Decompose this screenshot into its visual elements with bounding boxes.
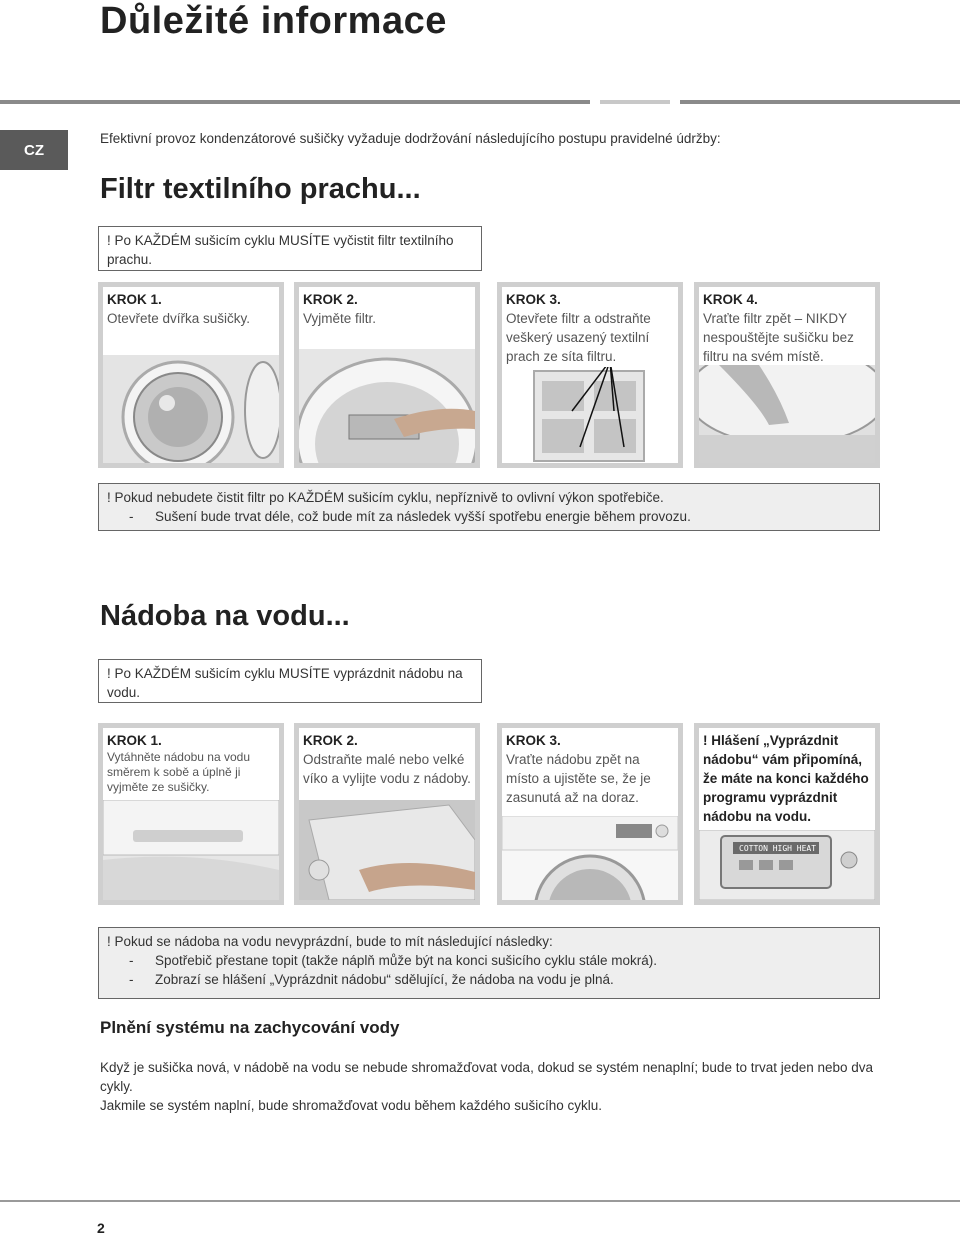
water-step-2-label: KROK 2.	[303, 733, 358, 748]
filter-step-3	[497, 282, 683, 468]
water-step-1-text: Vytáhněte nádobu na vodu směrem k sobě a úplně ji vyjměte ze sušičky.	[107, 750, 251, 794]
filter-info-line2: Sušení bude trvat déle, což bude mít za následek vyšší spotřebu energie během provozu.	[155, 509, 691, 524]
water-info-line2: Spotřebič přestane topit (takže náplň může být na konci sušicího cyklu stále mokrá).	[155, 953, 657, 968]
filter-replace-image	[699, 365, 875, 463]
water-info-box	[98, 927, 880, 999]
water-info-dash-1: -	[129, 953, 134, 968]
empty-container-notice	[694, 723, 880, 905]
water-step-3	[497, 723, 683, 905]
water-step-3-label: KROK 3.	[506, 733, 561, 748]
water-step-1	[98, 723, 284, 905]
water-step-1-label: KROK 1.	[107, 733, 162, 748]
filter-step-1-label: KROK 1.	[107, 292, 162, 307]
water-info-line3: Zobrazí se hlášení „Vyprázdnit nádobu“ sdělující, že nádoba na vodu je plná.	[155, 972, 614, 987]
water-warning-box	[98, 659, 482, 703]
filter-warning-text: ! Po KAŽDÉM sušicím cyklu MUSÍTE vyčistit filtr textilního prachu.	[107, 233, 454, 267]
filter-step-3-text: Otevřete filtr a odstraňte veškerý usazený textilní prach ze síta filtru.	[506, 311, 651, 364]
filter-warning-box	[98, 226, 482, 271]
language-badge: CZ	[0, 130, 68, 170]
intro-text: Efektivní provoz kondenzátorové sušičky vyžaduje dodržování následujícího postupu pravidelné údržby:	[100, 131, 721, 146]
filter-info-line1: ! Pokud nebudete čistit filtr po KAŽDÉM sušicím cyklu, nepříznivě to ovlivní výkon spotřebiče.	[107, 490, 664, 505]
dryer-front-image	[502, 816, 678, 900]
filter-step-4-text: Vraťte filtr zpět – NIKDY nespouštějte sušičku bez filtru na svém místě.	[703, 311, 854, 364]
empty-container-notice-text: ! Hlášení „Vyprázdnit nádobu“ vám připomíná, že máte na konci každého programu vyprázdnit nádobu na vodu.	[703, 733, 869, 824]
system-para-line1: Když je sušička nová, v nádobě na vodu se nebude shromažďovat voda, dokud se systém nenaplní; bude to trvat jeden nebo dva cykly.	[100, 1060, 874, 1094]
control-panel-image	[699, 830, 875, 900]
top-divider	[0, 100, 960, 104]
water-lid-removal-image	[299, 800, 475, 900]
water-warning-text: ! Po KAŽDÉM sušicím cyklu MUSÍTE vyprázdnit nádobu na vodu.	[107, 666, 463, 700]
filter-step-1-text: Otevřete dvířka sušičky.	[107, 311, 251, 326]
display-readout: COTTON HIGH HEAT	[739, 844, 817, 853]
filter-step-2-label: KROK 2.	[303, 292, 358, 307]
filter-step-3-label: KROK 3.	[506, 292, 561, 307]
water-step-2-text: Odstraňte malé nebo velké víko a vylijte vodu z nádoby.	[303, 752, 471, 786]
system-heading: Plnění systému na zachycování vody	[100, 1018, 400, 1037]
system-para-line2: Jakmile se systém naplní, bude shromažďovat vodu během každého sušicího cyklu.	[100, 1098, 603, 1113]
page-number: 2	[97, 1220, 105, 1236]
water-step-3-text: Vraťte nádobu zpět na místo a ujistěte se, že je zasunutá až na doraz.	[506, 752, 651, 805]
water-heading: Nádoba na vodu...	[100, 600, 350, 632]
filter-heading: Filtr textilního prachu...	[100, 173, 421, 205]
filter-step-2-text: Vyjměte filtr.	[303, 311, 377, 326]
filter-step-2	[294, 282, 480, 468]
filter-step-1	[98, 282, 284, 468]
water-step-2	[294, 723, 480, 905]
filter-screen-image	[502, 367, 678, 463]
water-info-line1: ! Pokud se nádoba na vodu nevyprázdní, bude to mít následující následky:	[107, 934, 553, 949]
system-paragraph	[100, 1058, 880, 1115]
filter-removal-image	[299, 349, 475, 463]
page-title: Důležité informace	[100, 0, 447, 42]
filter-step-4-label: KROK 4.	[703, 292, 758, 307]
water-container-pull-image	[103, 800, 279, 900]
bottom-divider	[0, 1200, 960, 1202]
filter-step-4	[694, 282, 880, 468]
water-info-dash-2: -	[129, 972, 134, 987]
filter-info-box	[98, 483, 880, 531]
filter-info-dash: -	[129, 509, 134, 524]
dryer-door-open-image	[103, 355, 279, 463]
